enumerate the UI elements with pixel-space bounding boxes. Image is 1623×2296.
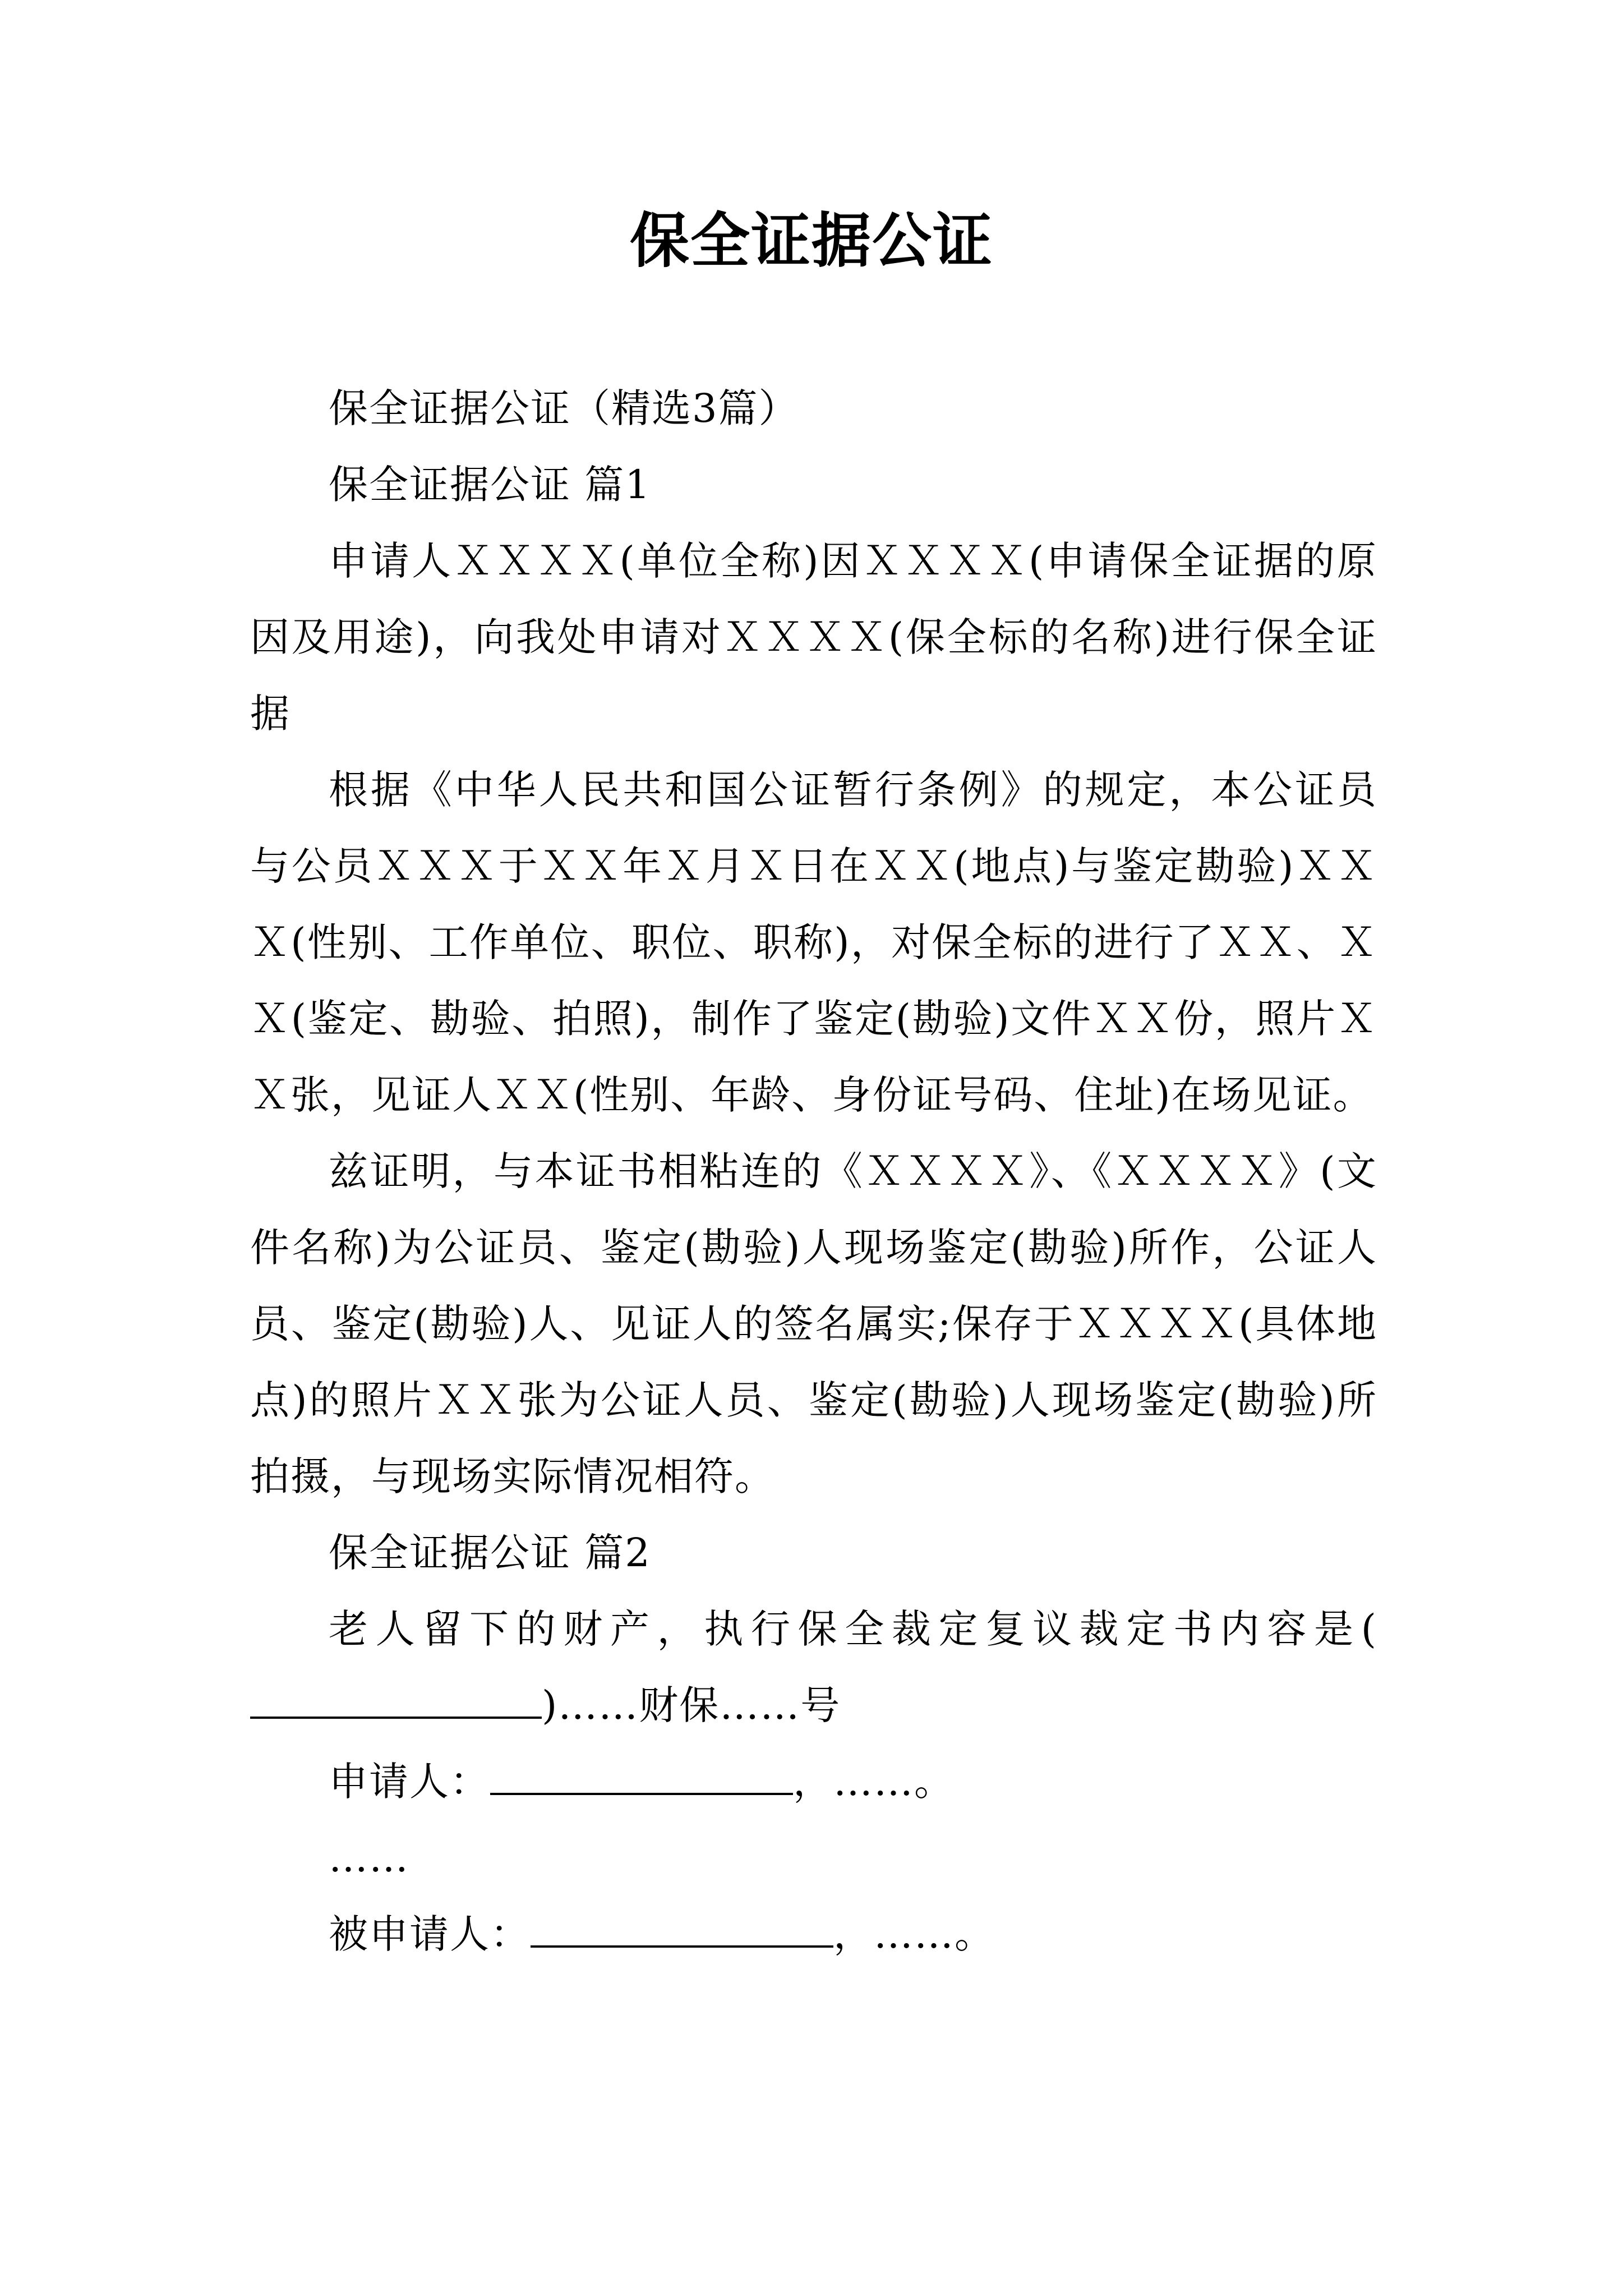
paragraph-heading-1: 保全证据公证 篇1 bbox=[329, 462, 651, 508]
respondent-blank bbox=[531, 1906, 833, 1948]
paragraph-certification: 兹证明，与本证书相粘连的《ＸＸＸＸ》、《ＸＸＸＸ》(文件名称)为公证员、鉴定(勘验)人现场鉴定(勘验)所作，公证人员、鉴定(勘验)人、见证人的签名属实;保存于ＸＸＸＸ(具体地点)的照片ＸＸ张为公证人员、鉴定(勘验)人现场鉴定(勘验)所拍摄，与现场实际情况相符。 bbox=[250, 1148, 1377, 1499]
applicant-label: 申请人： bbox=[329, 1759, 490, 1805]
respondent-suffix: ，……。 bbox=[833, 1911, 995, 1957]
case-number-blank bbox=[250, 1677, 542, 1719]
paragraph-application: 申请人ＸＸＸＸ(单位全称)因ＸＸＸＸ(申请保全证据的原因及用途)，向我处申请对ＸＸＸＸ(保全标的名称)进行保全证据 bbox=[250, 538, 1377, 737]
paragraph-ruling-intro bbox=[250, 1591, 1377, 1743]
paragraph-applicant bbox=[250, 1743, 1377, 1820]
document-title: 保全证据公证 bbox=[630, 206, 993, 275]
document-body bbox=[250, 370, 1377, 1972]
respondent-label: 被申请人： bbox=[329, 1911, 531, 1957]
paragraph-ellipsis: …… bbox=[329, 1835, 409, 1881]
applicant-suffix: ，……。 bbox=[793, 1759, 955, 1805]
case-number-open: ( bbox=[1361, 1606, 1377, 1652]
paragraph-subtitle: 保全证据公证（精选3篇） bbox=[329, 385, 799, 431]
paragraph-respondent bbox=[250, 1896, 1377, 1972]
paragraph-basis: 根据《中华人民共和国公证暂行条例》的规定，本公证员与公员ＸＸＸ于ＸＸ年Ｘ月Ｘ日在ＸＸ(地点)与鉴定勘验)ＸＸＸ(性别、工作单位、职位、职称)，对保全标的进行了ＸＸ、ＸＸ(鉴定、勘验、拍照)，制作了鉴定(勘验)文件ＸＸ份，照片ＸＸ张，见证人ＸＸ(性别、年龄、身份证号码、住址)在场见证。 bbox=[250, 767, 1377, 1118]
case-number-close: )……财保……号 bbox=[542, 1682, 841, 1728]
applicant-blank bbox=[490, 1754, 793, 1795]
paragraph-heading-2: 保全证据公证 篇2 bbox=[329, 1530, 651, 1576]
ruling-intro-text: 老人留下的财产，执行保全裁定复议裁定书内容是 bbox=[329, 1606, 1361, 1652]
